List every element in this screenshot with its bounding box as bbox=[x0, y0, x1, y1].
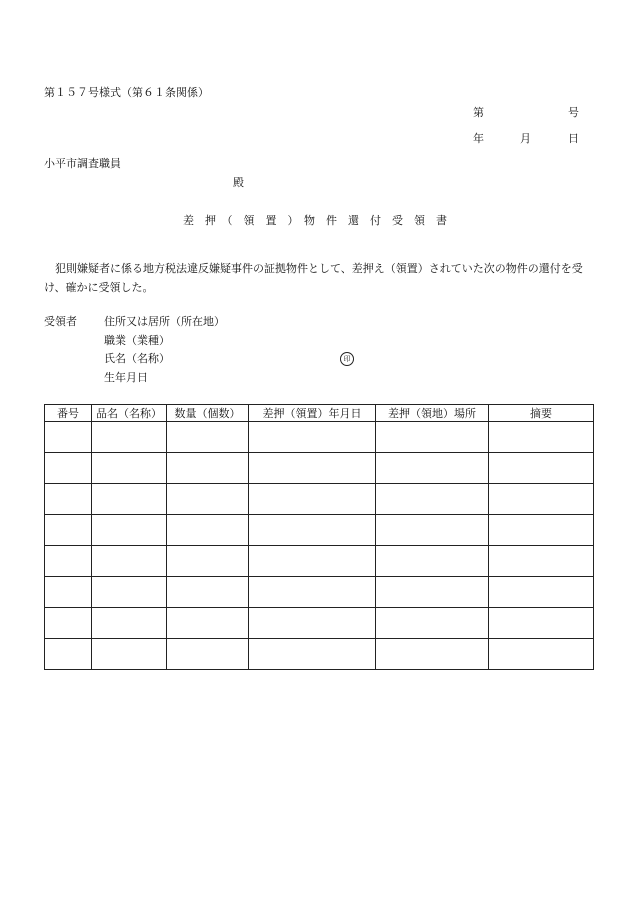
table-cell bbox=[249, 515, 376, 546]
recipient-label: 受領者 bbox=[44, 315, 77, 328]
document-title: 差 押 （ 領 置 ） 物 件 還 付 受 領 書 bbox=[183, 214, 447, 227]
table-cell bbox=[489, 546, 594, 577]
table-cell bbox=[167, 577, 249, 608]
doc-number-suffix: 号 bbox=[568, 106, 579, 119]
table-cell bbox=[45, 484, 92, 515]
table-cell bbox=[45, 546, 92, 577]
recipient-occupation-label: 職業（業種） bbox=[104, 334, 170, 347]
header-remarks: 摘要 bbox=[489, 405, 594, 422]
header-number: 番号 bbox=[45, 405, 92, 422]
table-cell bbox=[92, 515, 167, 546]
table-row bbox=[45, 453, 594, 484]
form-number: 第１５７号様式（第６１条関係） bbox=[44, 86, 209, 99]
header-seizure-date: 差押（領置）年月日 bbox=[249, 405, 376, 422]
table-row bbox=[45, 484, 594, 515]
honorific: 殿 bbox=[233, 176, 244, 189]
table-cell bbox=[167, 515, 249, 546]
table-cell bbox=[489, 639, 594, 670]
header-quantity: 数量（個数） bbox=[167, 405, 249, 422]
table-row bbox=[45, 608, 594, 639]
table-cell bbox=[376, 484, 489, 515]
date-day-label: 日 bbox=[568, 132, 579, 145]
table-cell bbox=[249, 577, 376, 608]
recipient-name-label: 氏名（名称） bbox=[104, 352, 170, 365]
addressee: 小平市調査職員 bbox=[44, 157, 121, 170]
table-row bbox=[45, 422, 594, 453]
table-cell bbox=[167, 484, 249, 515]
table-row bbox=[45, 546, 594, 577]
table-cell bbox=[167, 546, 249, 577]
table-cell bbox=[249, 639, 376, 670]
table-cell bbox=[92, 577, 167, 608]
table-cell bbox=[249, 453, 376, 484]
table-cell bbox=[489, 515, 594, 546]
table-cell bbox=[45, 422, 92, 453]
table-cell bbox=[167, 639, 249, 670]
table-row bbox=[45, 577, 594, 608]
table-cell bbox=[489, 453, 594, 484]
table-cell bbox=[376, 453, 489, 484]
table-cell bbox=[45, 453, 92, 484]
seal-mark: 印 bbox=[340, 352, 354, 366]
table-cell bbox=[489, 577, 594, 608]
table-cell bbox=[45, 515, 92, 546]
table-cell bbox=[92, 639, 167, 670]
table-cell bbox=[376, 639, 489, 670]
table-cell bbox=[249, 484, 376, 515]
items-table bbox=[44, 404, 594, 670]
table-cell bbox=[376, 546, 489, 577]
table-cell bbox=[249, 546, 376, 577]
table-cell bbox=[376, 515, 489, 546]
table-cell bbox=[489, 422, 594, 453]
table-cell bbox=[249, 608, 376, 639]
table-cell bbox=[376, 577, 489, 608]
table-row bbox=[45, 639, 594, 670]
recipient-birthdate-label: 生年月日 bbox=[104, 371, 148, 384]
table-cell bbox=[45, 577, 92, 608]
date-year-label: 年 bbox=[473, 132, 484, 145]
table-cell bbox=[92, 608, 167, 639]
header-item-name: 品名（名称） bbox=[92, 405, 167, 422]
table-cell bbox=[489, 484, 594, 515]
table-cell bbox=[167, 608, 249, 639]
table-row bbox=[45, 515, 594, 546]
table-cell bbox=[92, 422, 167, 453]
table-cell bbox=[376, 422, 489, 453]
table-cell bbox=[249, 422, 376, 453]
body-text: 犯則嫌疑者に係る地方税法違反嫌疑事件の証拠物件として、差押え（領置）されていた次の物件の還付を受け、確かに受領した。 bbox=[44, 262, 583, 294]
recipient-address-label: 住所又は居所（所在地） bbox=[104, 315, 225, 328]
table-cell bbox=[45, 608, 92, 639]
table-cell bbox=[45, 639, 92, 670]
table-cell bbox=[376, 608, 489, 639]
table-header-row bbox=[45, 405, 594, 422]
table-cell bbox=[92, 484, 167, 515]
doc-number-prefix: 第 bbox=[473, 106, 484, 119]
table-cell bbox=[92, 546, 167, 577]
table-cell bbox=[167, 453, 249, 484]
date-month-label: 月 bbox=[520, 132, 531, 145]
table-cell bbox=[489, 608, 594, 639]
table-cell bbox=[92, 453, 167, 484]
table-cell bbox=[167, 422, 249, 453]
header-seizure-place: 差押（領地）場所 bbox=[376, 405, 489, 422]
